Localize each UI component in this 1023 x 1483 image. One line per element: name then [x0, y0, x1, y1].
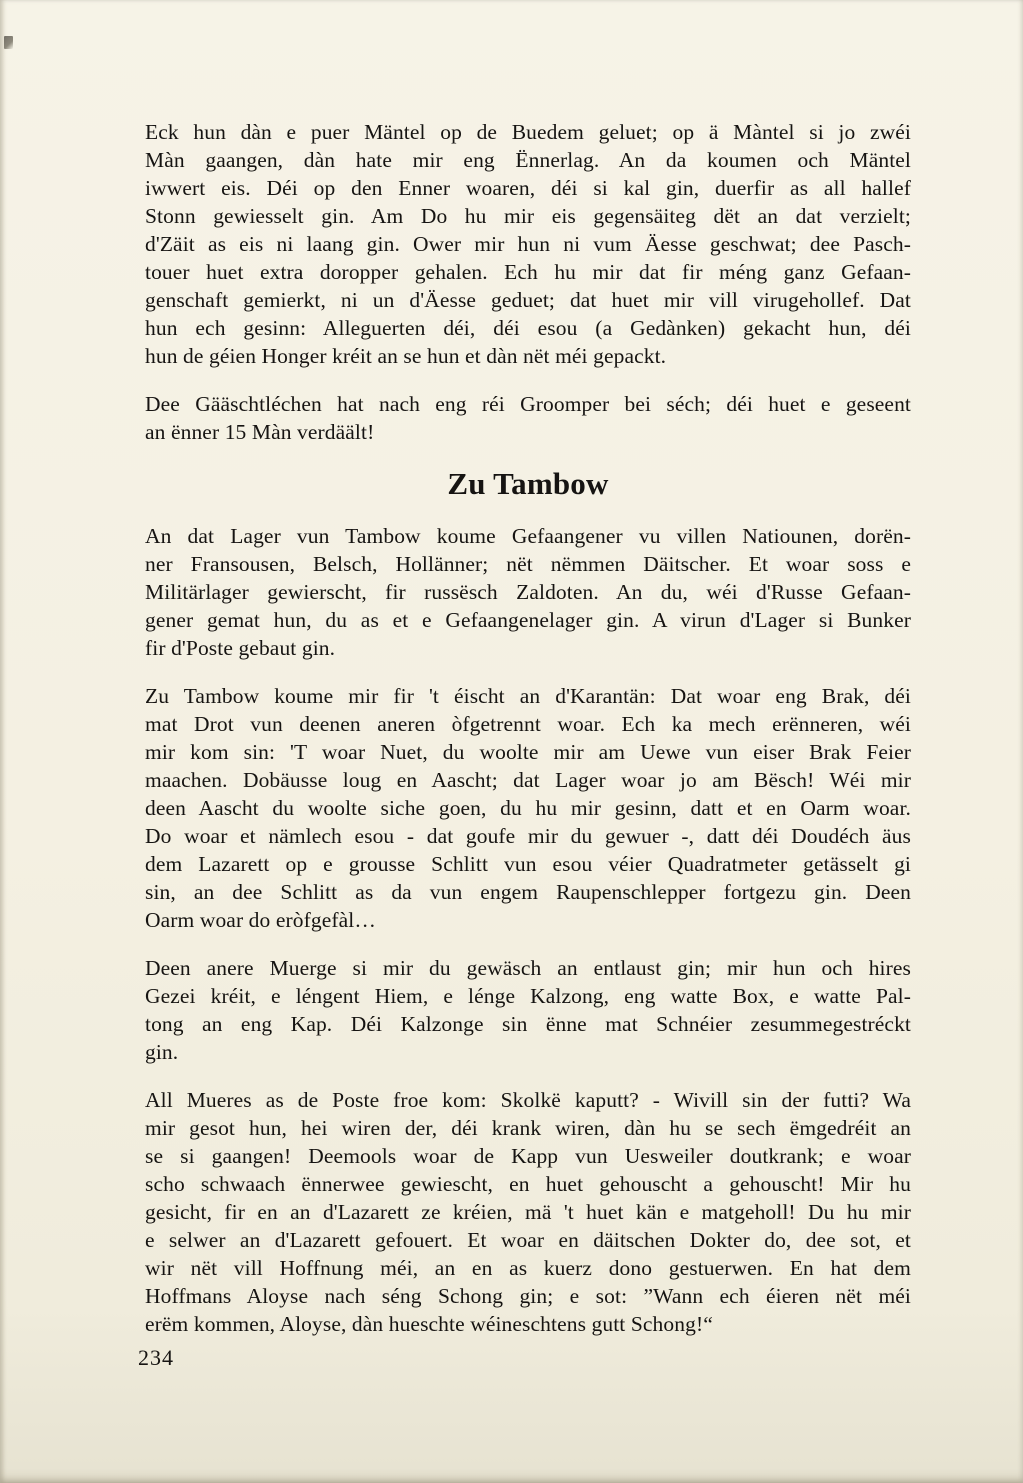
text-line: Oarm woar do eròfgefàl… — [145, 908, 376, 932]
text-line: fir d'Poste gebaut gin. — [145, 636, 336, 660]
text-line: iwwert eis. Déi op den Enner woaren, déi si kal gin, duerfir as all hallef — [145, 176, 911, 200]
text-line: Deen anere Muerge si mir du gewäsch an entlaust gin; mir hun och hires — [145, 956, 911, 980]
page-number: 234 — [138, 1345, 174, 1370]
text-line: mat Drot vun deenen aneren òfgetrennt woar. Ech ka mech erënneren, wéi — [145, 712, 911, 736]
text-line: scho schwaach ënnerwee gewiescht, en huet gehouscht a gehouscht! Mir hu — [145, 1172, 911, 1196]
text-line: tong an eng Kap. Déi Kalzonge sin ënne mat Schnéier zesummegestréckt — [145, 1012, 911, 1036]
paragraph — [145, 954, 911, 1066]
text-line: All Mueres as de Poste froe kom: Skolkë kaputt? - Wivill sin der futti? Wa — [145, 1088, 911, 1112]
text-line: deen Aascht du woolte siche goen, du hu mir gesinn, datt et en Oarm woar. — [145, 796, 911, 820]
text-line: se si gaangen! Deemools woar de Kapp vun Uesweiler doutkrank; e woar — [145, 1144, 911, 1168]
text-line: sin, an dee Schlitt as da vun engem Raupenschlepper fortgezu gin. Deen — [145, 880, 911, 904]
text-line: Zu Tambow koume mir fir 't éischt an d'Karantän: Dat woar eng Brak, déi — [145, 684, 911, 708]
text-line: gesicht, fir en an d'Lazarett ze kréien, mä 't huet kän e matgeholl! Du hu mir — [145, 1200, 911, 1224]
text-line: hun ech gesinn: Alleguerten déi, déi esou (a Gedànken) gekacht hun, déi — [145, 316, 911, 340]
text-line: gener gemat hun, du as et e Gefaangenelager gin. A virun d'Lager si Bunker — [145, 608, 911, 632]
text-line: e selwer an d'Lazarett gefouert. Et woar en däitschen Dokter do, dee sot, et — [145, 1228, 911, 1252]
text-line: Stonn gewiesselt gin. Am Do hu mir eis gegensäiteg dët an dat verzielt; — [145, 204, 911, 228]
text-line: hun de géien Honger kréit an se hun et dàn nët méi gepackt. — [145, 344, 667, 368]
text-line: mir gesot hun, hei wiren der, déi krank wiren, dàn hu se sech ëmgedréit an — [145, 1116, 911, 1140]
text-line: Gezei kréit, e léngent Hiem, e lénge Kalzong, eng watte Box, e watte Pal- — [145, 984, 911, 1008]
section-heading: Zu Tambow — [447, 466, 609, 501]
paragraph — [145, 682, 911, 934]
text-line: erëm kommen, Aloyse, dàn hueschte wéineschtens gutt Schong!“ — [145, 1312, 713, 1336]
text-line: dem Lazarett op e grousse Schlitt vun esou véier Quadratmeter getässelt gi — [145, 852, 911, 876]
text-line: genschaft gemierkt, ni un d'Äesse geduet; dat huet mir vill virugehollef. Dat — [145, 288, 911, 312]
text-line: touer huet extra doropper gehalen. Ech hu mir dat fir méng ganz Gefaan- — [145, 260, 911, 284]
text-line: gin. — [145, 1040, 179, 1064]
paragraph — [145, 118, 911, 370]
paragraph — [145, 1086, 911, 1338]
text-line: Eck hun dàn e puer Mäntel op de Buedem geluet; op ä Màntel si jo zwéi — [145, 120, 911, 144]
text-line: Dee Gääschtléchen hat nach eng réi Groomper bei séch; déi huet e geseent — [145, 392, 911, 416]
text-line: maachen. Dobäusse loug en Aascht; dat Lager woar jo am Bësch! Wéi mir — [145, 768, 911, 792]
paragraph — [145, 390, 911, 446]
paragraph — [145, 522, 911, 662]
text-line: Màn gaangen, dàn hate mir eng Ënnerlag. An da koumen och Mäntel — [145, 148, 911, 172]
text-line: d'Zäit as eis ni laang gin. Ower mir hun ni vum Äesse geschwat; dee Pasch- — [145, 232, 911, 256]
page-text-block — [145, 118, 911, 1358]
text-line: Militärlager gewierscht, fir russësch Zaldoten. An du, wéi d'Russe Gefaan- — [145, 580, 911, 604]
text-line: An dat Lager vun Tambow koume Gefaangener vu villen Natiounen, dorën- — [145, 524, 911, 548]
text-line: Hoffmans Aloyse nach séng Schong gin; e sot: ”Wann ech éieren nët méi — [145, 1284, 911, 1308]
text-line: ner Fransousen, Belsch, Hollänner; nët nëmmen Däitscher. Et woar soss e — [145, 552, 911, 576]
text-line: wir nët vill Hoffnung méi, an en as kuerz dono gestuerwen. En hat dem — [145, 1256, 911, 1280]
text-line: mir kom sin: 'T woar Nuet, du woolte mir am Uewe vun eiser Brak Feier — [145, 740, 911, 764]
text-line: Do woar et nämlech esou - dat goufe mir du gewuer -, datt déi Doudéch äus — [145, 824, 911, 848]
scan-artifact-mark — [4, 36, 13, 49]
text-line: an ënner 15 Màn verdäält! — [145, 420, 375, 444]
